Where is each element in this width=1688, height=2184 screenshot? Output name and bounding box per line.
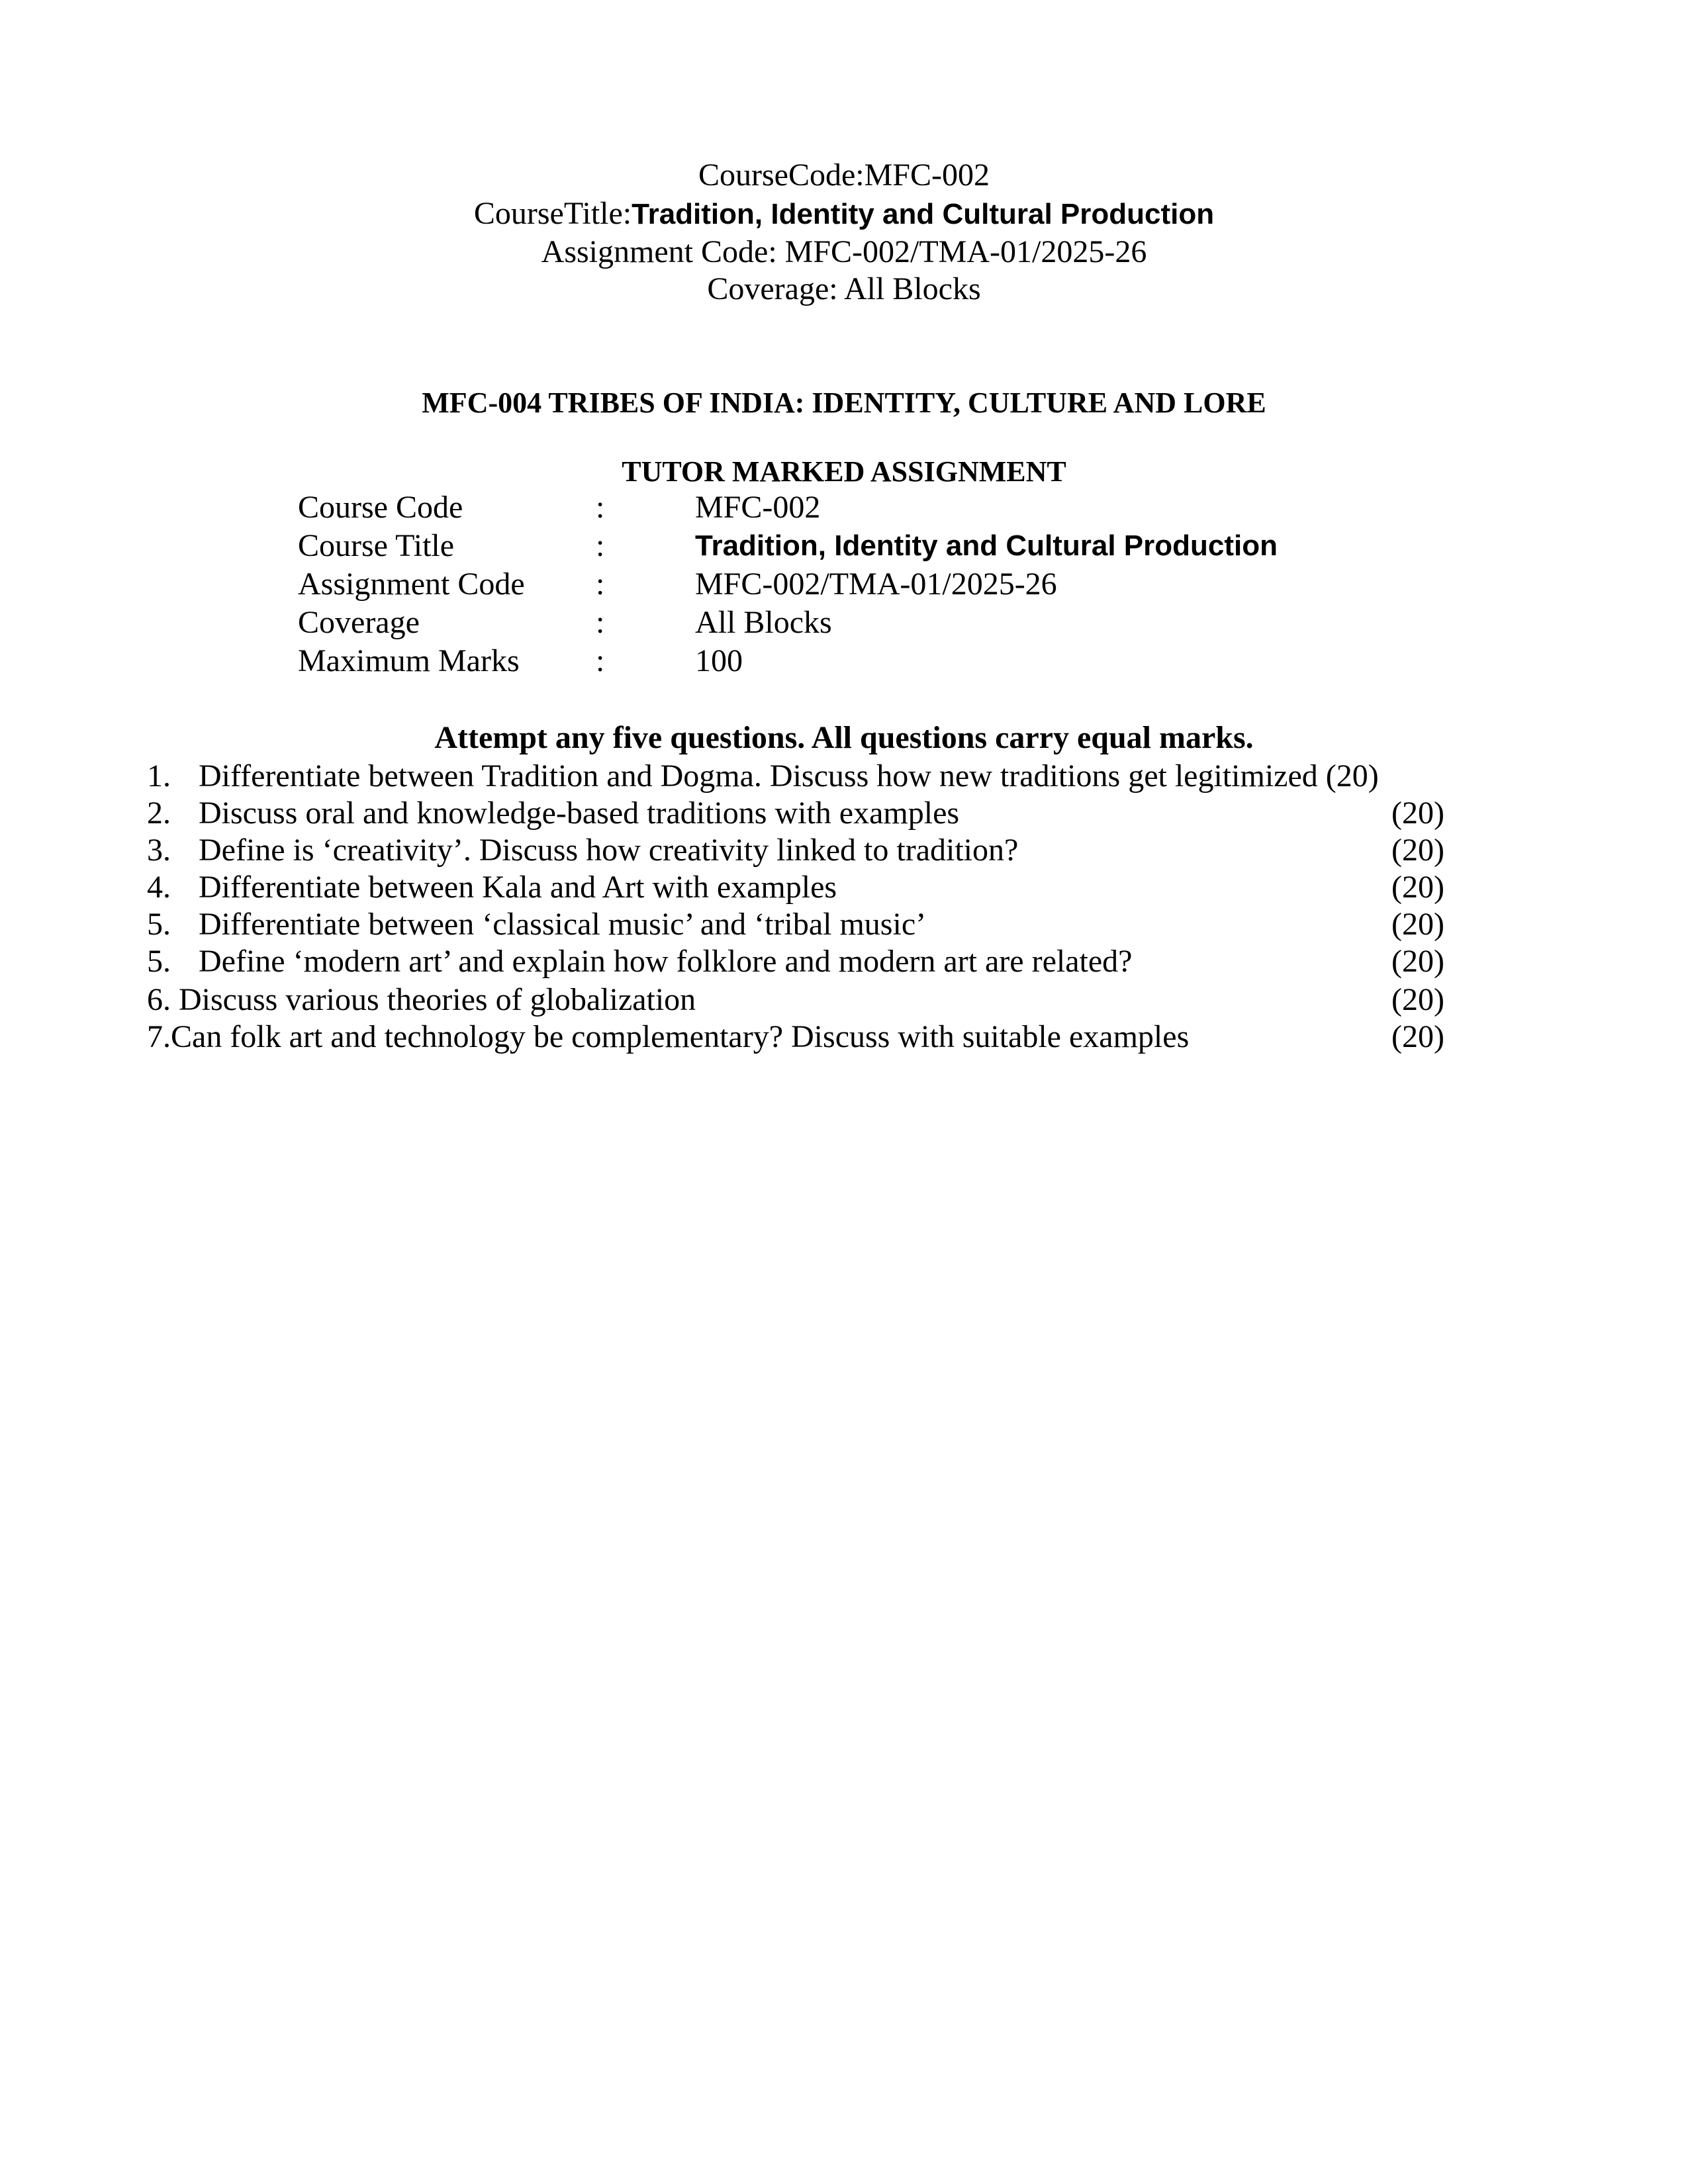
question-number: 1.	[147, 758, 171, 794]
question-number: 3.	[147, 833, 171, 868]
question-marks: (20)	[1391, 870, 1444, 905]
question-marks: (20)	[1325, 758, 1379, 794]
question-item	[147, 1018, 1444, 1056]
meta-value: Tradition, Identity and Cultural Production	[695, 529, 1278, 562]
question-text-body: Differentiate between Tradition and Dogma. Discuss how new traditions get legitimized	[199, 758, 1318, 794]
meta-value: All Blocks	[695, 605, 832, 640]
question-text: Define ‘modern art’ and explain how folklore and modern art are related?	[199, 944, 1133, 979]
question-item	[147, 794, 1444, 833]
question-marks: (20)	[1391, 1019, 1444, 1054]
question-item	[147, 757, 1444, 796]
meta-label: Coverage	[298, 605, 420, 640]
question-item	[147, 868, 1444, 907]
meta-row	[298, 642, 1291, 680]
course-title-line	[0, 195, 1688, 234]
meta-value: MFC-002	[695, 490, 821, 525]
question-marks: (20)	[1391, 907, 1444, 942]
question-number: 4.	[147, 870, 171, 905]
question-marks: (20)	[1391, 833, 1444, 868]
question-marks: (20)	[1391, 944, 1444, 979]
course-code-line: CourseCode:MFC-002	[698, 158, 990, 193]
meta-label: Assignment Code	[298, 567, 525, 602]
question-text: 7.Can folk art and technology be complementary? Discuss with suitable examples	[147, 1019, 1190, 1054]
instructions: Attempt any five questions. All questions carry equal marks.	[434, 720, 1254, 755]
meta-colon: :	[596, 528, 605, 563]
meta-label: Course Title	[298, 528, 455, 563]
question-text: Discuss oral and knowledge-based traditions with examples	[199, 796, 960, 831]
assignment-code-line: Assignment Code: MFC-002/TMA-01/2025-26	[541, 234, 1147, 269]
tma-heading: TUTOR MARKED ASSIGNMENT	[622, 455, 1066, 488]
meta-colon: :	[596, 605, 605, 640]
question-marks: (20)	[1391, 982, 1444, 1017]
question-item	[147, 942, 1444, 981]
question-text	[199, 757, 1379, 796]
question-number: 5.	[147, 907, 171, 942]
meta-row	[298, 488, 1291, 527]
meta-colon: :	[596, 490, 605, 525]
question-marks: (20)	[1391, 796, 1444, 831]
question-item	[147, 905, 1444, 944]
question-number: 2.	[147, 796, 171, 831]
meta-row	[298, 565, 1291, 604]
course-title-prefix: CourseTitle:	[473, 196, 632, 231]
meta-label: Course Code	[298, 490, 463, 525]
program-title: MFC-004 TRIBES OF INDIA: IDENTITY, CULTURE AND LORE	[422, 387, 1266, 419]
meta-value: MFC-002/TMA-01/2025-26	[695, 567, 1057, 602]
course-title-value: Tradition, Identity and Cultural Production	[632, 198, 1215, 230]
meta-value: 100	[695, 643, 743, 678]
question-number: 5.	[147, 944, 171, 979]
meta-colon: :	[596, 643, 605, 678]
question-text: Differentiate between ‘classical music’ and ‘tribal music’	[199, 907, 927, 942]
question-item	[147, 981, 1444, 1019]
meta-label: Maximum Marks	[298, 643, 520, 678]
question-text: Differentiate between Kala and Art with examples	[199, 870, 837, 905]
meta-colon: :	[596, 567, 605, 602]
meta-row	[298, 527, 1291, 565]
coverage-line: Coverage: All Blocks	[707, 271, 981, 306]
question-item	[147, 831, 1444, 870]
meta-row	[298, 604, 1291, 642]
question-text: Define is ‘creativity’. Discuss how creativity linked to tradition?	[199, 833, 1019, 868]
question-text: 6. Discuss various theories of globalization	[147, 982, 696, 1017]
